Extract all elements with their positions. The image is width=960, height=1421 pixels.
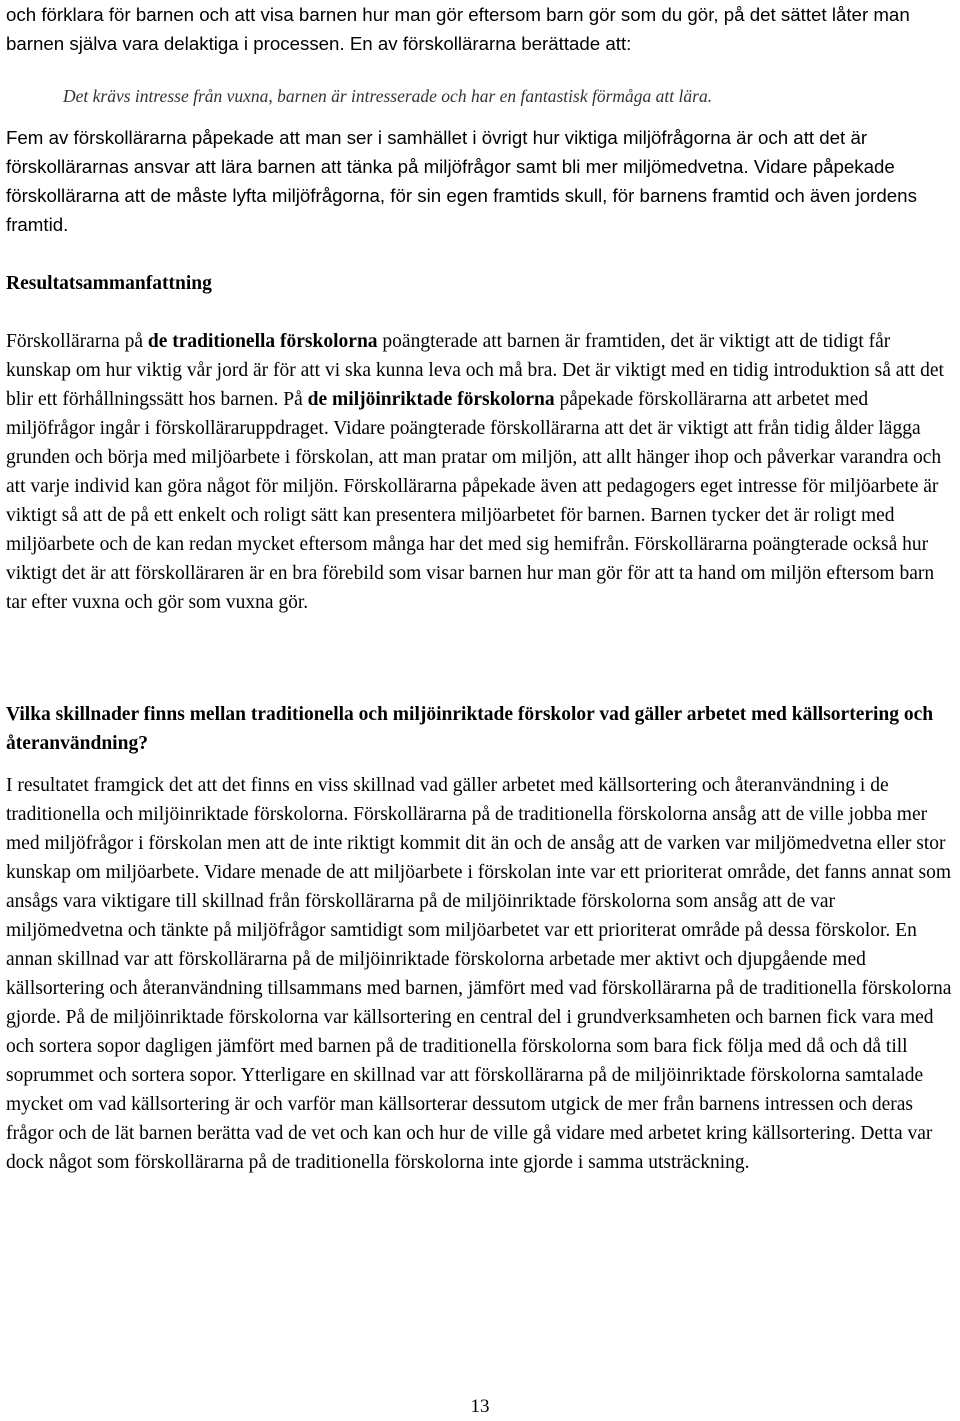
- page-number: 13: [470, 1396, 490, 1417]
- summary-bold-environmental: de miljöinriktade förskolorna: [307, 389, 555, 410]
- intro-paragraph: och förklara för barnen och att visa barnen hur man gör eftersom barn gör som du gör, på det sättet låter man barnen själva vara delaktiga i processen. En av förskollärarna berättade att:: [6, 4, 910, 54]
- summary-text-2: poängterade att barnen är framtiden, det är viktigt att de tidigt får kunskap om hur viktig vår jord är för att vi ska kunna leva och må bra. Det är viktigt med en tidig introduktion så att det blir ett förhållningssätt hos barnen. På: [6, 331, 944, 410]
- summary-text-3: påpekade förskollärarna att arbetet med miljöfrågor ingår i förskolläraruppdraget. Vidare poängterade förskollärarna att det är viktigt att från tidig ålder lägga grunden och börja med miljöarbete i förskolan, att man pratar om miljön, att allt hänger ihop och påverkar varandra och att varje individ kan göra något för miljön. Förskollärarna påpekade även att pedagogers eget intresse för miljöarbete är viktigt så att de på ett enkelt och roligt sätt kan presentera miljöarbetet för barnen. Barnen tycker det är roligt med miljöarbete och de kan redan mycket eftersom många har det med sig hemifrån. Förskollärarna poängterade också hur viktigt det är att förskolläraren är en bra förebild som visar barnen hur man gör för att ta hand om miljön eftersom barn tar efter vuxna och gör som vuxna gör.: [6, 389, 942, 613]
- summary-text-1: Förskollärarna på: [6, 331, 148, 352]
- quote: Det krävs intresse från vuxna, barnen är intresserade och har en fantastisk förmåga att lära.: [63, 86, 713, 106]
- summary-bold-traditional: de traditionella förskolorna: [147, 331, 378, 352]
- summary-paragraph: [6, 327, 956, 617]
- results-paragraph: I resultatet framgick det att det finns en viss skillnad vad gäller arbetet med källsortering och återanvändning i de traditionella och miljöinriktade förskolorna. Förskollärarna på de traditionella förskolorna ansåg att de ville jobba mer med miljöfrågor i förskolan men att de inte riktigt kommit dit än och de ansåg att de varken var miljömedvetna eller stor kunskap om miljöarbete. Vidare menade de att miljöarbete i förskolan inte var ett prioriterat område, det fanns annat som ansågs vara viktigare till skillnad från förskollärarna på de miljöinriktade förskolorna som ansåg att de var miljömedvetna och tänkte på miljöfrågor samtidigt som miljöarbetet var ett prioriterat område på dessa förskolor. En annan skillnad var att förskollärarna på de miljöinriktade förskolorna arbetade mer aktivt och djupgående med källsortering och återanvändning tillsammans med barnen, jämfört med vad förskollärarna på de traditionella förskolorna gjorde. På de miljöinriktade förskolorna var källsortering en central del i grundverksamheten och barnen fick vara med och sortera sopor dagligen jämfört med barnen på de traditionella förskolorna som bara fick följa med då och då till soprummet och sortera sopor. Ytterligare en skillnad var att förskollärarna på de miljöinriktade förskolorna samtalade mycket om vad källsortering är och varför man källsorterar dessutom utgick de mer från barnens intressen och deras frågor och de lät barnen berätta vad de vet och kan och hur de ville gå vidare med arbetet kring källsortering. Detta var dock något som förskollärarna på de traditionella förskolorna inte gjorde i samma utsträckning.: [6, 775, 952, 1173]
- section-heading-summary: Resultatsammanfattning: [6, 273, 212, 294]
- section-heading-question: Vilka skillnader finns mellan traditionella och miljöinriktade förskolor vad gäller arbetet med källsortering och återanvändning?: [6, 704, 934, 754]
- paragraph-environmental-responsibility: Fem av förskollärarna påpekade att man ser i samhället i övrigt hur viktiga miljöfrågorna är och att det är förskollärarnas ansvar att lära barnen att tänka på miljöfrågor samt bli mer miljömedvetna. Vidare påpekade förskollärarna att de måste lyfta miljöfrågorna, för sin egen framtids skull, för barnens framtid och även jordens framtid.: [6, 127, 917, 235]
